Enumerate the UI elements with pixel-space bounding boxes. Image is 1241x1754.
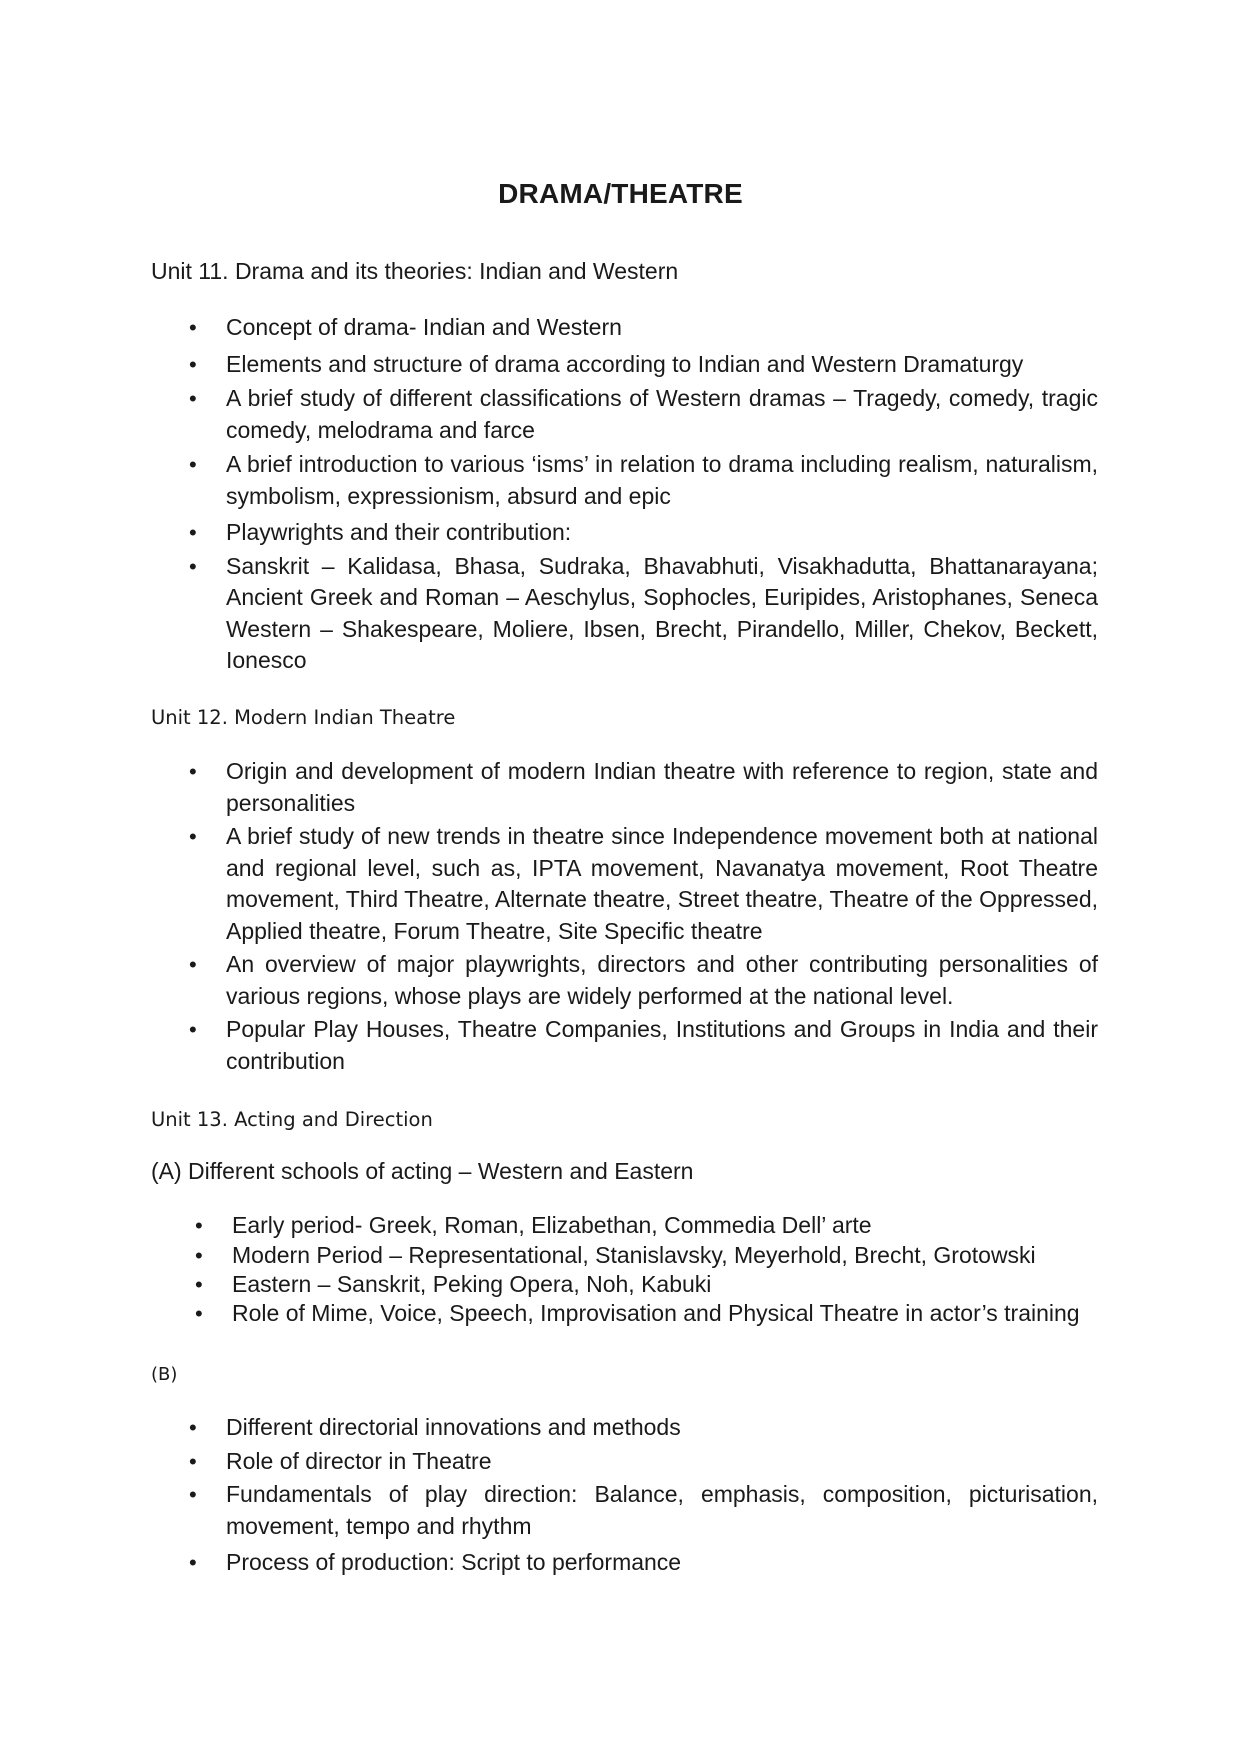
list-item: • Different directorial innovations and methods	[226, 1412, 1098, 1444]
list-item: • Modern Period – Representational, Stanislavsky, Meyerhold, Brecht, Grotowski	[232, 1242, 1092, 1269]
list-item: • A brief study of new trends in theatre since Independence movement both at national and regional level, such as, IPTA movement, Navanatya movement, Root Theatre movement, Third Theatre, Alternate theatre, Street theatre, Theatre of the Oppressed, Applied theatre, Forum Theatre, Site Specific theatre	[226, 821, 1098, 947]
unit-11-heading: Unit 11. Drama and its theories: Indian and Western	[151, 258, 679, 284]
unit-11-list	[0, 312, 1098, 677]
list-item: • Concept of drama- Indian and Western	[226, 312, 1098, 344]
list-item: • Playwrights and their contribution:	[226, 517, 1098, 549]
list-item: • A brief introduction to various ‘isms’ in relation to drama including realism, naturalism, symbolism, expressionism, absurd and epic	[226, 449, 1098, 512]
list-item: • Elements and structure of drama according to Indian and Western Dramaturgy	[226, 349, 1098, 381]
section-b-label: (B)	[151, 1364, 178, 1385]
section-a-list	[0, 1212, 1080, 1327]
list-item: • Eastern – Sanskrit, Peking Opera, Noh, Kabuki	[232, 1271, 1092, 1298]
section-a-label: (A) Different schools of acting – Western and Eastern	[151, 1158, 694, 1184]
unit-12-heading: Unit 12. Modern Indian Theatre	[151, 706, 456, 729]
list-item: • Early period- Greek, Roman, Elizabethan, Commedia Dell’ arte	[232, 1212, 1092, 1239]
list-item: • Role of director in Theatre	[226, 1446, 1098, 1478]
unit-12-list	[0, 756, 1098, 1077]
section-b-list	[0, 1412, 1098, 1579]
list-item: • Origin and development of modern Indian theatre with reference to region, state and personalities	[226, 756, 1098, 819]
list-item: • An overview of major playwrights, directors and other contributing personalities of various regions, whose plays are widely performed at the national level.	[226, 949, 1098, 1012]
unit-13-heading: Unit 13. Acting and Direction	[151, 1108, 433, 1131]
list-item: • Process of production: Script to performance	[226, 1547, 1098, 1579]
list-item: • Fundamentals of play direction: Balance, emphasis, composition, picturisation, movement, tempo and rhythm	[226, 1479, 1098, 1542]
page-title: DRAMA/THEATRE	[498, 178, 743, 209]
list-item: • Role of Mime, Voice, Speech, Improvisation and Physical Theatre in actor’s training	[232, 1300, 1092, 1327]
list-item: • A brief study of different classifications of Western dramas – Tragedy, comedy, tragic comedy, melodrama and farce	[226, 383, 1098, 446]
list-item: • Sanskrit – Kalidasa, Bhasa, Sudraka, Bhavabhuti, Visakhadutta, Bhattanarayana; Ancient Greek and Roman – Aeschylus, Sophocles, Euripides, Aristophanes, Seneca Western – Shakespeare, Moliere, Ibsen, Brecht, Pirandello, Miller, Chekov, Beckett, Ionesco	[226, 551, 1098, 677]
list-item: • Popular Play Houses, Theatre Companies, Institutions and Groups in India and their contribution	[226, 1014, 1098, 1077]
